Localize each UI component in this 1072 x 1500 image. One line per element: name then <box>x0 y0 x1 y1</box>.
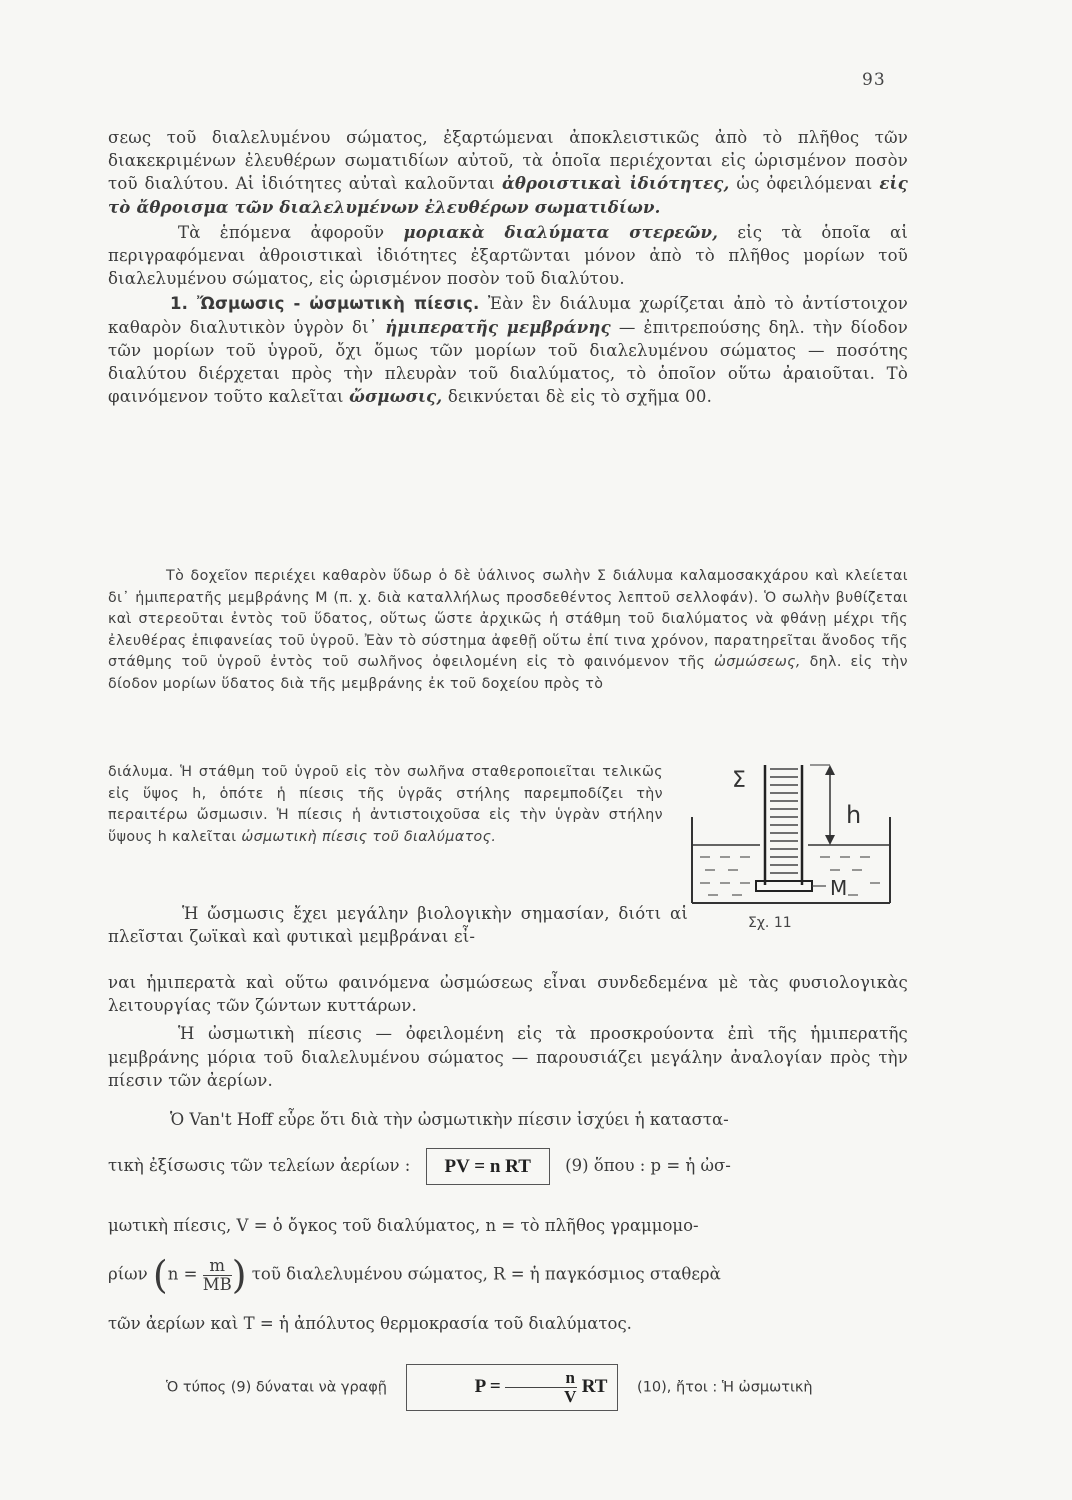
para6-end: (10), ἤτοι : Ἡ ὠσμωτικὴ <box>637 1379 813 1396</box>
section1-start: Ἐὰν ἓν διάλυμα χωρίζεται ἀπὸ τὸ ἀντίστοιχον καθαρὸν διαλυτικὸν ὑγρὸν δι᾽ <box>108 294 908 337</box>
line4-start: ρίων <box>108 1264 148 1284</box>
paragraph-gas-analogy: Ἡ ὠσμωτικὴ πίεσις — ὀφειλομένη εἰς τὰ προσκρούοντα ἐπὶ τῆς ἡμιπερατῆς μεμβράνης μόρια τοῦ διαλελυμένου σώματος — παρουσιάζει μεγάλην ἀναλογίαν πρὸς τὴν πίεσιν τῶν ἀερίων. <box>108 1024 908 1090</box>
para6-start: Ὁ τύπος (9) δύναται νὰ γραφῇ <box>166 1379 387 1396</box>
paragraph-molecular <box>108 221 908 291</box>
section1-mid: — ἐπιτρεπούσης δηλ. τὴν δίοδον τῶν μορίων τοῦ ὑγροῦ, ὄχι ὅμως τῶν μορίων τοῦ διαλελυμένου σώματος — ποσότης διαλύτου διέρχεται πρὸς τὴν πλευρὰν τοῦ διαλύματος, τὸ ὁποῖον οὕτω ἀραιοῦται. Τὸ φαινόμενον τοῦτο καλεῖται <box>108 317 909 407</box>
term-membrane: ἡμιπερατῆς μεμβράνης <box>385 317 611 337</box>
term-molecular-solutions: μοριακὰ διαλύματα στερεῶν, <box>403 222 719 242</box>
label-h: h <box>846 801 862 829</box>
formula-n: n <box>505 1369 576 1388</box>
formula-osmotic <box>406 1364 619 1411</box>
vant-hoff-line1: Ὁ Van't Hoff εὗρε ὅτι διὰ τὴν ὠσμωτικὴν πίεσιν ἰσχύει ἡ καταστα- <box>170 1110 729 1129</box>
small-para-narrow-text: διάλυμα. Ἡ στάθμη τοῦ ὑγροῦ εἰς τὸν σωλῆνα σταθεροποιεῖται τελικῶς εἰς ὕψος h, ὁπότε ἡ πίεσις τῆς ὑγρᾶς στήλης παρεμποδίζει τὴν περαιτέρω ὤσμωσιν. Ἡ πίεσις ἡ ἀντιστοιχοῦσα εἰς τὴν ὑγρὰν στήλην ὕψους h καλεῖται <box>108 764 663 845</box>
figure-caption: Σχ. 11 <box>748 915 792 931</box>
osmosis-figure <box>680 757 910 942</box>
section-osmosis <box>108 292 908 408</box>
para1-mid: ὡς ὀφειλόμεναι <box>729 174 880 194</box>
page-number: 93 <box>862 70 886 90</box>
para3-narrow: Ἡ ὤσμωσις ἔχει μεγάλην βιολογικὴν σημασίαν, διότι αἱ πλεῖσται ζωϊκαὶ καὶ φυτικαὶ μεμβράναι εἶ- <box>108 904 688 947</box>
term-osmotic-pressure: ὠσμωτικὴ πίεσις τοῦ διαλύματος. <box>241 828 497 845</box>
formula-rt: RT <box>581 1375 608 1397</box>
vant-hoff-line3: μωτικὴ πίεσις, V = ὁ ὄγκος τοῦ διαλύματος, n = τὸ πλῆθος γραμμομο- <box>108 1216 699 1235</box>
vant-hoff-line5: τῶν ἀερίων καὶ T = ἡ ἀπόλυτος θερμοκρασία τοῦ διαλύματος. <box>108 1314 632 1333</box>
label-sigma: Σ <box>732 768 746 793</box>
frac-left: n = <box>167 1264 198 1284</box>
small-paragraph-narrow <box>108 762 663 848</box>
term-osmosis: ὤσμωσις, <box>349 387 443 407</box>
formula-10-line <box>108 1364 908 1411</box>
small-paragraph <box>108 566 908 696</box>
para3-rest: ναι ἡμιπερατὰ καὶ οὕτω φαινόμενα ὠσμώσεως εἶναι συνδεδεμένα μὲ τὰς φυσιολογικὰς λειτουργίας τῶν ζώντων κυττάρων. <box>108 973 908 1016</box>
equation-where: (9) ὅπου : p = ἡ ὠσ- <box>565 1156 731 1175</box>
term-sum: εἰς τὸ ἄθροισμα τῶν διαλελυμένων ἐλευθέρων σωματιδίων. <box>108 174 908 217</box>
small-para-after: δηλ. εἰς τὴν δίοδον μορίων ὕδατος διὰ τῆς μεμβράνης ἐκ τοῦ δοχείου πρὸς τὸ <box>108 654 909 692</box>
term-osmosis-small: ὠσμώσεως, <box>714 654 801 671</box>
section1-end: δεικνύεται δὲ εἰς τὸ σχῆμα 00. <box>442 387 713 407</box>
formula-p: P = <box>474 1375 501 1397</box>
equation-intro: τικὴ ἐξίσωσις τῶν τελείων ἀερίων : <box>108 1156 411 1175</box>
label-m: M <box>830 876 848 900</box>
paragraph-biology-rest <box>108 971 908 1092</box>
vant-hoff-line2 <box>108 1148 908 1185</box>
para2-end: εἰς τὰ ὁποῖα αἱ περιγραφόμεναι ἀθροιστικαὶ ἰδιότητες ἐξαρτῶνται μόνον ἀπὸ τὸ πλῆθος μορίων τοῦ διαλελυμένου σώματος, εἰς ὡρισμένον ποσὸν τοῦ διαλύτου. <box>108 222 908 289</box>
para1-text: σεως τοῦ διαλελυμένου σώματος, ἐξαρτώμεναι ἀποκλειστικῶς ἀπὸ τὸ πλῆθος τῶν διακεκριμένων ἐλευθέρων σωματιδίων αὐτοῦ, τὰ ὁποῖα περιέχονται εἰς ὡρισμένον ποσὸν τοῦ διαλύτου. Αἱ ἰδιότητες αὐταὶ καλοῦνται <box>108 128 908 194</box>
para2-start: Τὰ ἑπόμενα ἀφοροῦν <box>178 222 404 242</box>
formula-v: V <box>564 1387 577 1406</box>
vant-hoff-line4: ρίων (n = $\frac{m}{MB}$ ) τοῦ διαλελυμένου σώματος, R = ἡ παγκόσμιος σταθερὰ <box>108 1253 721 1297</box>
fraction-m-mb <box>203 1257 232 1294</box>
paragraph-intro <box>108 126 908 408</box>
formula-ideal-gas: PV = n RT <box>426 1148 550 1185</box>
small-para-text: Τὸ δοχεῖον περιέχει καθαρὸν ὕδωρ ὁ δὲ ὑάλινος σωλὴν Σ διάλυμα καλαμοσακχάρου καὶ κλείεται δι᾽ ἡμιπερατῆς μεμβράνης Μ (π. χ. διὰ καταλλήλως προσδεθέντος λεπτοῦ σελλοφάν). Ὁ σωλὴν βυθίζεται καὶ στερεοῦται ἐντὸς τοῦ ὕδατος, οὕτως ὥστε ἀρχικῶς ἡ στάθμη τοῦ διαλύματος νὰ φθάνῃ μέχρι τῆς ἐλευθέρας ἐπιφανείας τοῦ ὑγροῦ. Ἐὰν τὸ σύστημα ἀφεθῇ οὕτω ἐπί τινα χρόνον, παρατηρεῖται ἄνοδος τῆς στάθμης τοῦ ὑγροῦ ἐντὸς τοῦ σωλῆνος ὀφειλομένη εἰς τὸ φαινόμενον τῆς <box>108 568 908 671</box>
paragraph-biology <box>108 902 688 948</box>
section-heading: 1. Ὤσμωσις - ὠσμωτικὴ πίεσις. <box>170 294 480 314</box>
term-colligative: ἀθροιστικαὶ ἰδιότητες, <box>501 174 730 194</box>
frac-num: m <box>203 1257 232 1276</box>
frac-den: MB <box>202 1274 232 1294</box>
line4-end: τοῦ διαλελυμένου σώματος, R = ἡ παγκόσμιος σταθερὰ <box>251 1264 721 1284</box>
